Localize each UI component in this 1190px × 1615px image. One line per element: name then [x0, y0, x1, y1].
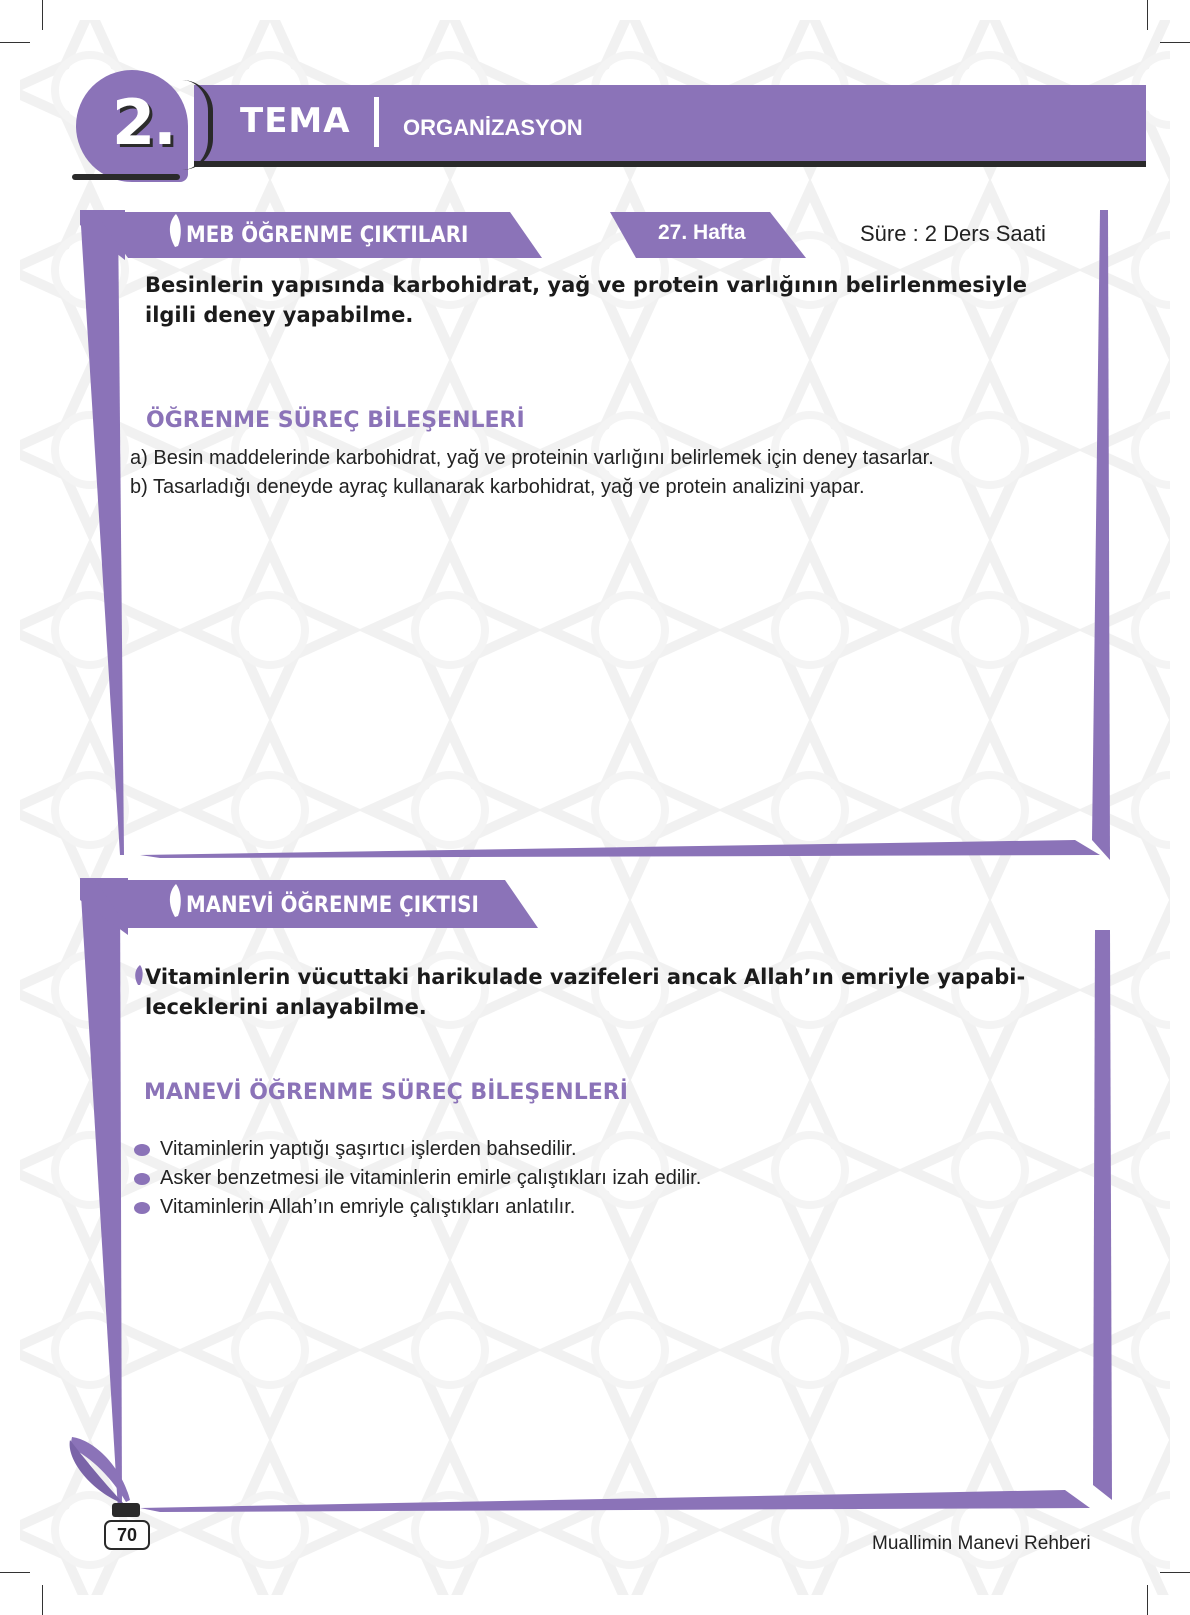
crop-mark: [1147, 1585, 1148, 1615]
section2-right-border: [1093, 930, 1112, 1500]
list-item: [130, 444, 1090, 473]
theme-name: ORGANİZASYON: [403, 115, 583, 140]
bullet-icon: [134, 1144, 150, 1156]
item-text: Tasarladığı deneyde ayraç kullanarak karbohidrat, yağ ve protein analizini yapar.: [153, 476, 865, 498]
list-item: [134, 1193, 1074, 1222]
section1-left-border: [80, 210, 124, 855]
list-item: [134, 1164, 1074, 1193]
crop-mark: [0, 42, 30, 43]
inkwell-icon: [112, 1503, 140, 1517]
item-marker: b): [130, 476, 148, 498]
crop-mark: [42, 0, 43, 30]
section2-ribbon-title: MANEVİ ÖĞRENME ÇIKTISI: [186, 893, 479, 918]
week-label: 27. Hafta: [658, 221, 746, 244]
theme-number: 2.: [112, 86, 175, 159]
duration-label: Süre : 2 Ders Saati: [860, 221, 1046, 246]
section2-components-heading: MANEVİ ÖĞRENME SÜREÇ BİLEŞENLERİ: [144, 1080, 628, 1105]
section1-components-heading: ÖĞRENME SÜREÇ BİLEŞENLERİ: [146, 408, 525, 433]
list-item: [134, 1135, 1074, 1164]
objective-line: leceklerini anlayabilme.: [145, 995, 427, 1019]
item-marker: a): [130, 447, 148, 469]
objective-line: Vitaminlerin vücuttaki harikulade vazifeleri ancak Allah’ın emriyle yapabi-: [145, 965, 1026, 989]
item-text: Besin maddelerinde karbohidrat, yağ ve proteinin varlığını belirlemek için deney tasarlar.: [153, 447, 934, 469]
section1-components-list: [130, 444, 1090, 502]
objective-line: Besinlerin yapısında karbohidrat, yağ ve protein varlığının belirlenmesiyle: [145, 273, 1028, 297]
bullet-icon: [134, 1173, 150, 1185]
crop-mark: [0, 1572, 30, 1573]
section2-bullet-list: [134, 1135, 1074, 1222]
list-item: [130, 473, 1090, 502]
crop-mark: [42, 1585, 43, 1615]
crop-mark: [1147, 0, 1148, 30]
section2-objective: [145, 962, 1085, 1022]
section1-ribbon-title: MEB ÖĞRENME ÇIKTILARI: [186, 223, 469, 248]
book-title: Muallimin Manevi Rehberi: [872, 1533, 1091, 1554]
crop-mark: [1160, 42, 1190, 43]
item-text: Vitaminlerin Allah’ın emriyle çalıştıkları anlatılır.: [160, 1196, 576, 1218]
title-separator: [374, 97, 379, 147]
feather-icon: [135, 965, 142, 985]
section1-right-border: [1092, 210, 1110, 860]
section2-bottom-border: [140, 1490, 1090, 1512]
objective-line: ilgili deney yapabilme.: [145, 303, 414, 327]
section1-bottom-border: [140, 840, 1100, 858]
item-text: Asker benzetmesi ile vitaminlerin emirle çalıştıkları izah edilir.: [160, 1167, 702, 1189]
page-number: 70: [104, 1520, 150, 1550]
section2-left-border: [80, 878, 122, 1510]
theme-label: TEMA: [240, 101, 351, 141]
bullet-icon: [134, 1202, 150, 1214]
crop-mark: [1160, 1572, 1190, 1573]
item-text: Vitaminlerin yaptığı şaşırtıcı işlerden bahsedilir.: [160, 1138, 577, 1160]
section1-objective: [145, 270, 1075, 330]
